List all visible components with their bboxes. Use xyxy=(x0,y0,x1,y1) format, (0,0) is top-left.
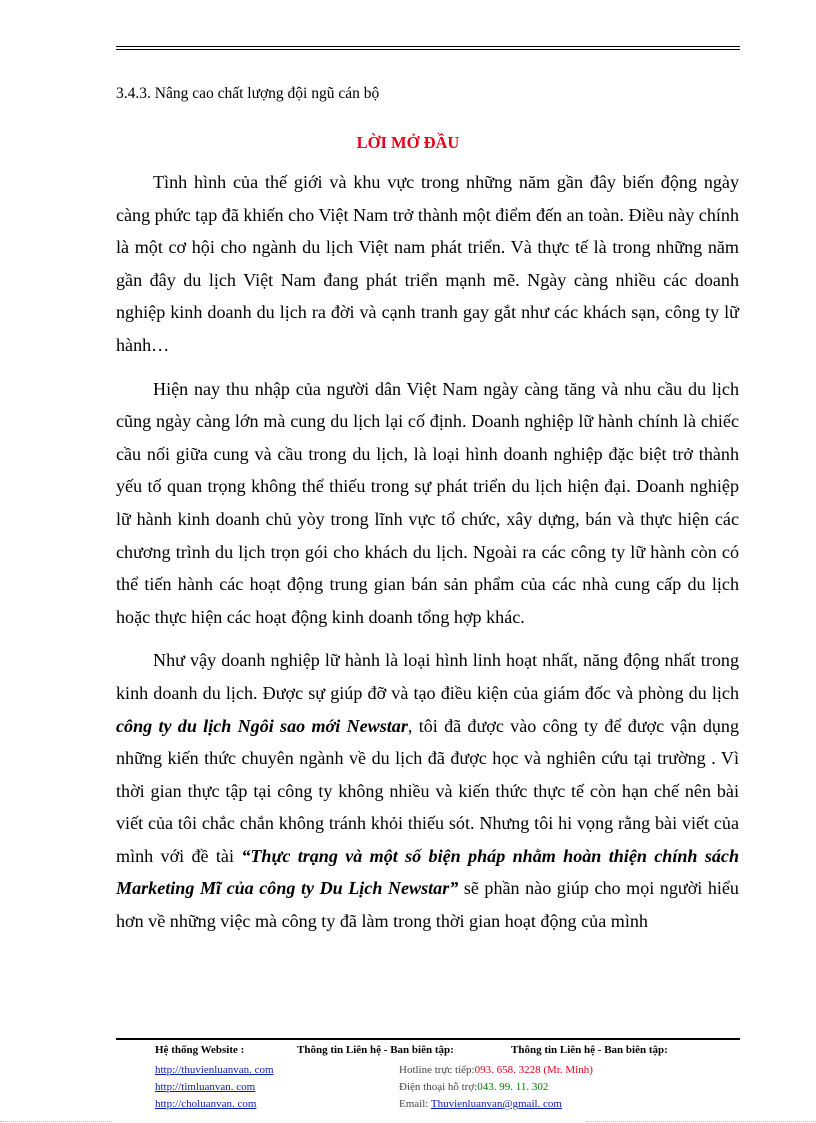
footer-contact-heading-2: Thông tin Liên hệ - Ban biên tập: xyxy=(511,1044,668,1056)
header-rule-top xyxy=(116,46,740,47)
email-label: Email: xyxy=(399,1098,431,1110)
paragraph-3-text-c: sẽ phần nào giúp cho mọi người hiểu hơn về những việc mà công ty đã làm trong thời gian hoạt động của mình xyxy=(116,878,739,932)
phone-value: 043. 99. 11. 302 xyxy=(477,1081,549,1093)
hotline-value: 093. 658. 3228 (Mr. Minh) xyxy=(474,1064,593,1076)
website-link-choluanvan[interactable]: http://choluanvan. com xyxy=(155,1098,257,1110)
website-link-thuvienluanvan[interactable]: http://thuvienluanvan. com xyxy=(155,1064,274,1076)
email-link[interactable]: Thuvienluanvan@gmail. com xyxy=(430,1098,562,1110)
paragraph-3-text-a: Như vậy doanh nghiệp lữ hành là loại hình linh hoạt nhất, năng động nhất trong kinh doanh du lịch. Được sự giúp đỡ và tạo điều kiện của giám đốc và phòng du lịch xyxy=(116,650,739,703)
company-name: công ty du lịch Ngôi sao mới Newstar xyxy=(116,715,408,736)
footer-website-link-2[interactable] xyxy=(155,1081,255,1093)
footer-email xyxy=(399,1098,562,1110)
hotline-label: Hotline trực tiếp: xyxy=(399,1064,475,1076)
paragraph-1: Tình hình của thế giới và khu vực trong những năm gần đây biến động ngày càng phức tạp đã khiến cho Việt Nam trở thành một điểm đến an toàn. Điều này chính là một cơ hội cho ngành du lịch Việt nam phát triển. Và thực tế là trong những năm gần đây du lịch Việt Nam đang phát triển mạnh mẽ. Ngày càng nhiều các doanh nghiệp kinh doanh du lịch ra đời và cạnh tranh gay gắt như các khách sạn, công ty lữ hành… xyxy=(116,172,739,355)
footer-website-link-1[interactable] xyxy=(155,1064,274,1076)
paragraph-2: Hiện nay thu nhập của người dân Việt Nam ngày càng tăng và nhu cầu du lịch cũng ngày càng lớn mà cung du lịch lại cố định. Doanh nghiệp lữ hành chính là chiếc cầu nối giữa cung và cầu trong du lịch, là loại hình doanh nghiệp đặc biệt trở thành yếu tố quan trọng không thể thiếu trong sự phát triển du lịch hiện đại. Doanh nghiệp lữ hành kinh doanh chủ yòy trong lĩnh vực tổ chức, xây dựng, bán và thực hiện các chương trình du lịch trọn gói cho khách du lịch. Ngoài ra các công ty lữ hành còn có thể tiến hành các hoạt động trung gian bán sản phẩm của các nhà cung cấp du lịch hoặc thực hiện các hoạt động kinh doanh tổng hợp khác. xyxy=(116,378,739,627)
footer-hotline xyxy=(399,1064,593,1076)
footer-contact-heading: Thông tin Liên hệ - Ban biên tập: xyxy=(297,1044,454,1056)
footer-websites-heading: Hệ thống Website : xyxy=(155,1044,245,1056)
paragraph-3 xyxy=(116,644,739,937)
header-rule-bottom xyxy=(116,49,740,50)
footer-website-link-3[interactable] xyxy=(155,1098,256,1110)
phone-label: Điện thoại hỗ trợ: xyxy=(399,1081,478,1093)
paragraph-3-text-b: , tôi đã được vào công ty để được vận dụng những kiến thức chuyên ngành về du lịch đã được học và nghiên cứu tại trường . Vì thời gian thực tập tại công ty không nhiều và kiến thức thực tế còn hạn chế nên bài viết của tôi chắc chắn không tránh khỏi thiếu sót. Nhưng tôi hi vọng rằng bài viết của mình với đề tài xyxy=(116,715,740,866)
footer-phone xyxy=(399,1081,548,1093)
document-title: LỜI MỞ ĐẦU xyxy=(356,133,460,152)
document-body xyxy=(116,166,739,949)
website-link-timluanvan[interactable]: http://timluanvan. com xyxy=(155,1081,256,1093)
footer-rule xyxy=(116,1038,740,1040)
thesis-topic: “Thực trạng và một số biện pháp nhằm hoàn thiện chính sách Marketing Mĩ của công ty Du Lịch Newstar” xyxy=(116,845,740,899)
section-heading: 3.4.3. Nâng cao chất lượng đội ngũ cán bộ xyxy=(116,85,380,102)
